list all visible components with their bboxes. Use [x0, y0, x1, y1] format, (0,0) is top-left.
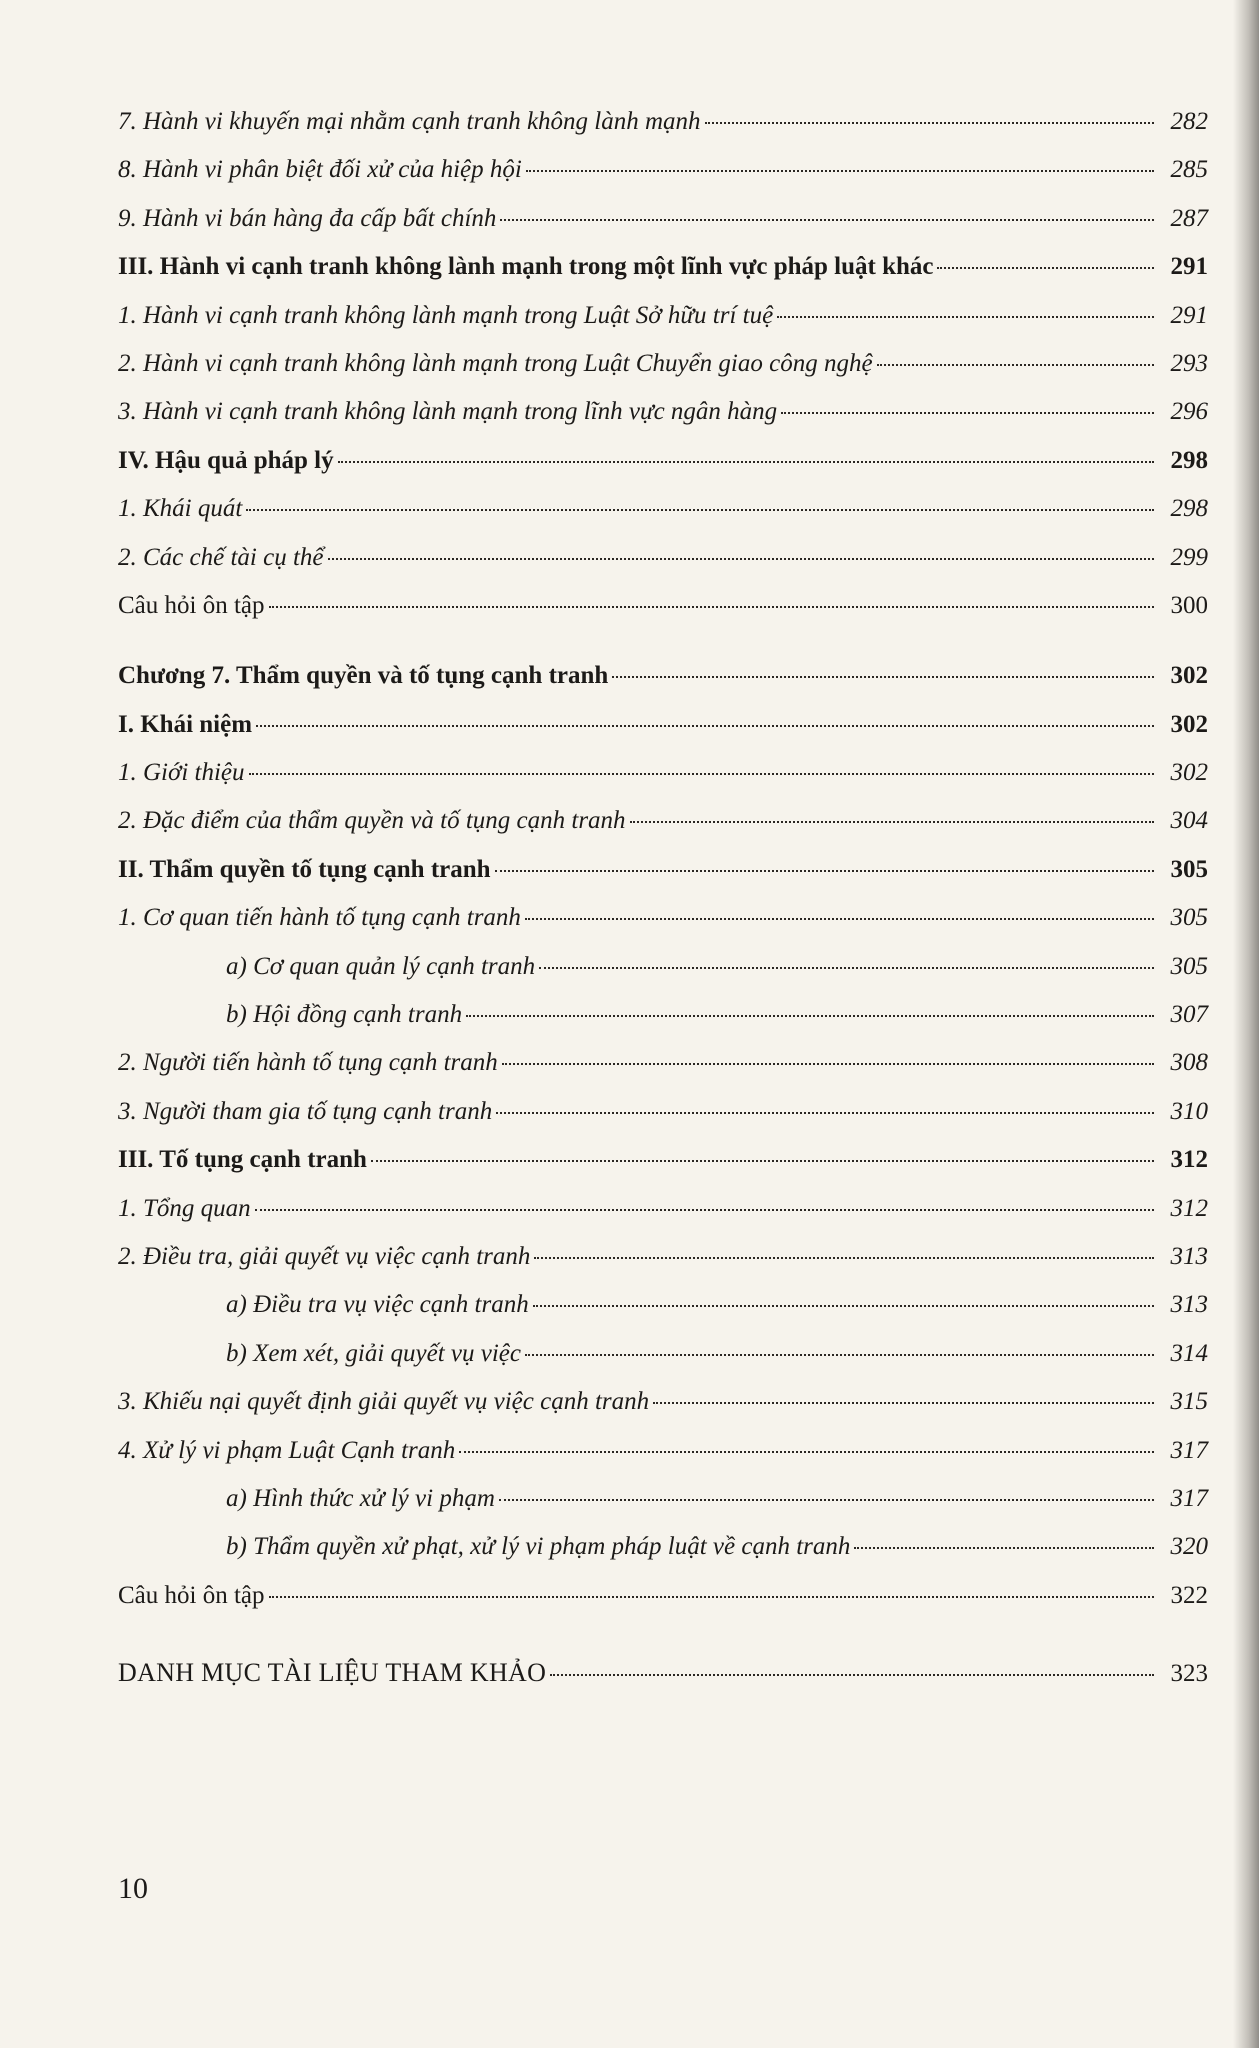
toc-entry-page: 300 — [1170, 591, 1208, 619]
dot-leader — [255, 1209, 1154, 1211]
toc-entry-sub — [118, 759, 1208, 807]
toc-entry-page: 298 — [1170, 495, 1208, 523]
toc-entry-title: Câu hỏi ôn tập — [118, 591, 265, 619]
toc-entry-subsub — [118, 1001, 1208, 1049]
toc-entry-title: Chương 7. Thẩm quyền và tố tụng cạnh tranh — [118, 662, 609, 690]
toc-entry-sub — [118, 398, 1208, 446]
dot-leader — [269, 606, 1154, 608]
toc-entry-title: III. Hành vi cạnh tranh không lành mạnh trong một lĩnh vực pháp luật khác — [118, 253, 934, 281]
toc-entry-page: 302 — [1170, 662, 1208, 690]
dot-leader — [526, 170, 1154, 172]
dot-leader — [495, 870, 1154, 872]
toc-entry-title: II. Thẩm quyền tố tụng cạnh tranh — [118, 855, 491, 883]
toc-entry-title: 9. Hành vi bán hàng đa cấp bất chính — [118, 204, 497, 232]
toc-entry-subsub — [118, 1485, 1208, 1533]
toc-entry-subsub — [118, 1340, 1208, 1388]
toc-entry-title: 1. Giới thiệu — [118, 759, 245, 787]
toc-entry-sub — [118, 156, 1208, 204]
toc-entry-title: 7. Hành vi khuyến mại nhằm cạnh tranh không lành mạnh — [118, 108, 701, 135]
toc-entry-page: 323 — [1170, 1660, 1208, 1688]
toc-entry-page: 285 — [1170, 156, 1208, 184]
toc-entry-subsub — [118, 953, 1208, 1001]
toc-entry-page: 315 — [1170, 1388, 1208, 1416]
dot-leader — [466, 1015, 1154, 1017]
toc-entry-subsub — [118, 1533, 1208, 1581]
toc-entry-biblio — [118, 1658, 1208, 1706]
toc-entry-section — [118, 711, 1208, 759]
toc-entry-page: 305 — [1170, 855, 1208, 883]
dot-leader — [854, 1547, 1154, 1549]
dot-leader — [777, 316, 1154, 318]
toc-entry-sub — [118, 1049, 1208, 1097]
toc-entry-title: 1. Cơ quan tiến hành tố tụng cạnh tranh — [118, 904, 521, 932]
toc-entry-sub — [118, 108, 1208, 156]
dot-leader — [502, 1063, 1154, 1065]
toc-entry-title: b) Xem xét, giải quyết vụ việc — [226, 1339, 521, 1367]
toc-entry-title: 2. Đặc điểm của thẩm quyền và tố tụng cạnh tranh — [118, 807, 626, 835]
toc-entry-title: a) Điều tra vụ việc cạnh tranh — [226, 1291, 529, 1319]
toc-entry-page: 293 — [1170, 349, 1208, 377]
toc-entry-title: 3. Người tham gia tố tụng cạnh tranh — [118, 1097, 493, 1125]
dot-leader — [525, 918, 1154, 920]
toc-entry-title: Câu hỏi ôn tập — [118, 1581, 265, 1609]
dot-leader — [328, 558, 1155, 560]
toc-entry-page: 313 — [1170, 1291, 1208, 1319]
toc-entry-page: 320 — [1170, 1533, 1208, 1561]
dot-leader — [459, 1451, 1154, 1453]
toc-entry-page: 312 — [1170, 1146, 1208, 1174]
toc-entry-sub — [118, 807, 1208, 855]
toc-entry-title: 1. Khái quát — [118, 495, 243, 523]
toc-entry-page: 307 — [1170, 1001, 1208, 1029]
toc-entry-page: 287 — [1170, 204, 1208, 232]
dot-leader — [630, 821, 1154, 823]
toc-entry-chapter — [118, 662, 1208, 710]
toc-entry-title: 3. Khiếu nại quyết định giải quyết vụ việc cạnh tranh — [118, 1388, 650, 1416]
dot-leader — [496, 1112, 1154, 1114]
dot-leader — [539, 967, 1154, 969]
toc-entry-sub — [118, 495, 1208, 543]
toc-entry-page: 317 — [1170, 1436, 1208, 1464]
toc-entry-review — [118, 592, 1208, 640]
toc-entry-title: 8. Hành vi phân biệt đối xử của hiệp hội — [118, 156, 522, 184]
toc-entry-title: DANH MỤC TÀI LIỆU THAM KHẢO — [118, 1658, 547, 1688]
toc-entry-title: b) Hội đồng cạnh tranh — [226, 1001, 463, 1029]
toc-entry-sub — [118, 1243, 1208, 1291]
toc-entry-page: 302 — [1170, 759, 1208, 787]
toc-entry-page: 282 — [1170, 108, 1208, 135]
toc-entry-title: 3. Hành vi cạnh tranh không lành mạnh trong lĩnh vực ngân hàng — [118, 398, 778, 426]
page-number: 10 — [118, 1872, 148, 1905]
dot-leader — [525, 1354, 1154, 1356]
toc-entry-sub — [118, 1195, 1208, 1243]
table-of-contents — [118, 108, 1208, 1707]
toc-entry-page: 312 — [1170, 1194, 1208, 1222]
dot-leader — [246, 509, 1154, 511]
dot-leader — [705, 122, 1154, 124]
dot-leader — [269, 1596, 1154, 1598]
toc-entry-review — [118, 1582, 1208, 1630]
dot-leader — [653, 1402, 1154, 1404]
toc-entry-sub — [118, 205, 1208, 253]
dot-leader — [500, 219, 1154, 221]
toc-entry-sub — [118, 1098, 1208, 1146]
toc-entry-page: 296 — [1170, 398, 1208, 426]
toc-entry-page: 310 — [1170, 1097, 1208, 1125]
toc-entry-subsub — [118, 1291, 1208, 1339]
toc-entry-sub — [118, 302, 1208, 350]
toc-entry-title: 1. Hành vi cạnh tranh không lành mạnh trong Luật Sở hữu trí tuệ — [118, 301, 774, 329]
toc-entry-title: III. Tố tụng cạnh tranh — [118, 1146, 367, 1174]
toc-entry-page: 305 — [1170, 952, 1208, 980]
toc-entry-page: 299 — [1170, 543, 1208, 571]
dot-leader — [533, 1305, 1154, 1307]
toc-entry-page: 304 — [1170, 807, 1208, 835]
dot-leader — [256, 725, 1154, 727]
toc-entry-sub — [118, 544, 1208, 592]
toc-entry-page: 302 — [1170, 710, 1208, 738]
toc-entry-section — [118, 1146, 1208, 1194]
toc-entry-section — [118, 856, 1208, 904]
toc-entry-page: 322 — [1170, 1581, 1208, 1609]
toc-entry-section — [118, 447, 1208, 495]
dot-leader — [937, 267, 1154, 269]
toc-entry-title: IV. Hậu quả pháp lý — [118, 446, 334, 474]
toc-entry-title: b) Thẩm quyền xử phạt, xử lý vi phạm pháp luật về cạnh tranh — [226, 1533, 851, 1561]
dot-leader — [612, 676, 1154, 678]
toc-entry-title: 4. Xử lý vi phạm Luật Cạnh tranh — [118, 1436, 456, 1464]
toc-entry-page: 291 — [1170, 253, 1208, 281]
dot-leader — [550, 1674, 1154, 1676]
toc-entry-title: 2. Điều tra, giải quyết vụ việc cạnh tranh — [118, 1242, 531, 1270]
toc-entry-title: a) Cơ quan quản lý cạnh tranh — [226, 952, 536, 980]
toc-entry-title: 2. Người tiến hành tố tụng cạnh tranh — [118, 1049, 498, 1077]
dot-leader — [877, 364, 1154, 366]
toc-entry-sub — [118, 1388, 1208, 1436]
dot-leader — [534, 1257, 1154, 1259]
dot-leader — [338, 461, 1154, 463]
toc-entry-title: 2. Các chế tài cụ thể — [118, 543, 324, 571]
toc-entry-title: 2. Hành vi cạnh tranh không lành mạnh trong Luật Chuyển giao công nghệ — [118, 349, 873, 377]
toc-entry-page: 305 — [1170, 904, 1208, 932]
toc-entry-page: 298 — [1170, 446, 1208, 474]
dot-leader — [371, 1160, 1154, 1162]
toc-entry-page: 313 — [1170, 1242, 1208, 1270]
toc-entry-page: 291 — [1170, 301, 1208, 329]
dot-leader — [249, 773, 1154, 775]
toc-entry-sub — [118, 904, 1208, 952]
toc-entry-page: 317 — [1170, 1484, 1208, 1512]
toc-entry-title: a) Hình thức xử lý vi phạm — [226, 1484, 495, 1512]
toc-entry-page: 314 — [1170, 1339, 1208, 1367]
toc-entry-sub — [118, 350, 1208, 398]
dot-leader — [781, 412, 1154, 414]
toc-entry-title: I. Khái niệm — [118, 710, 253, 738]
toc-entry-title: 1. Tổng quan — [118, 1194, 251, 1222]
toc-entry-section — [118, 253, 1208, 301]
dot-leader — [499, 1499, 1154, 1501]
toc-entry-page: 308 — [1170, 1049, 1208, 1077]
toc-entry-sub — [118, 1437, 1208, 1485]
